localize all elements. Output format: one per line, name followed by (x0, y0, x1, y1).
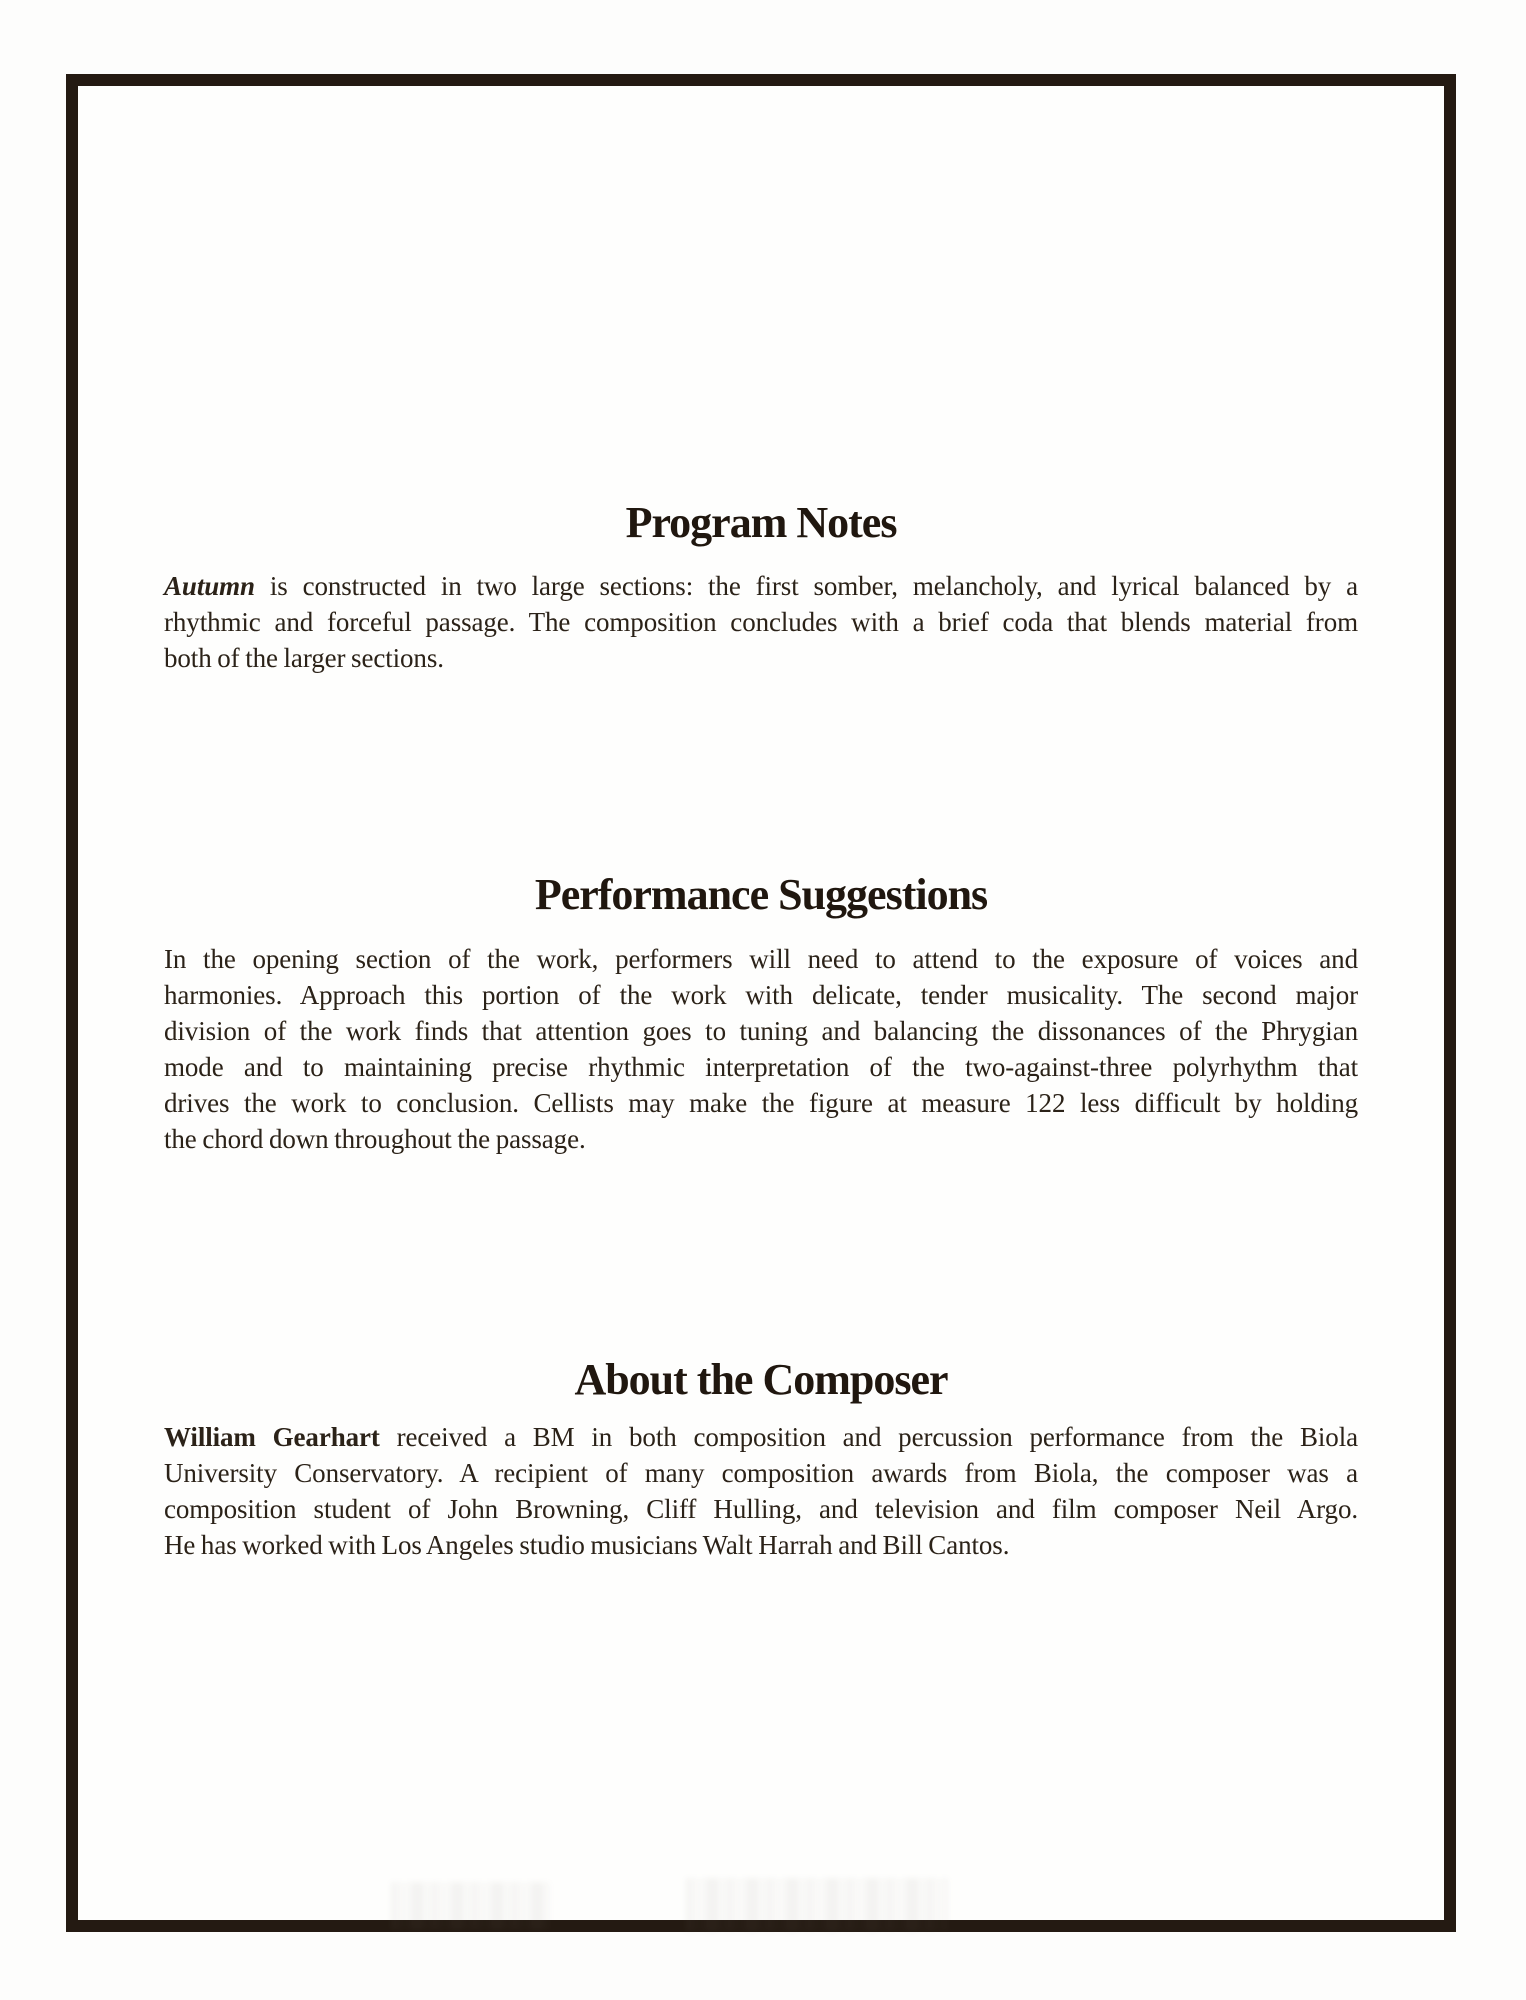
text-line: He has worked with Los Angeles studio musicians Walt Harrah and Bill Cantos. (164, 1530, 1010, 1560)
work-title-autumn: Autumn (164, 571, 255, 601)
text-line: division of the work finds that attention goes to tuning and balancing the dissonances of the Phrygian (164, 1016, 1358, 1046)
text-line: rhythmic and forceful passage. The composition concludes with a brief coda that blends material from (164, 607, 1358, 637)
text-line: both of the larger sections. (164, 643, 444, 673)
text-line: In the opening section of the work, performers will need to attend to the exposure of voices and (164, 944, 1358, 974)
text-line-rest: is constructed in two large sections: the first somber, melancholy, and lyrical balanced by a (254, 571, 1358, 601)
performance-suggestions-paragraph (164, 941, 1358, 1157)
text-line: drives the work to conclusion. Cellists may make the figure at measure 122 less difficult by holding (164, 1088, 1358, 1118)
scan-ghost-artifact (391, 1882, 551, 1930)
heading-program-notes: Program Notes (625, 498, 897, 547)
page-border-frame (66, 74, 1456, 1932)
program-notes-paragraph (164, 568, 1358, 676)
text-line: University Conservatory. A recipient of many composition awards from Biola, the composer was a (164, 1458, 1358, 1488)
text-line: the chord down throughout the passage. (164, 1124, 586, 1154)
composer-name: William Gearhart (164, 1422, 380, 1452)
text-line-rest: received a BM in both composition and percussion performance from the Biola (379, 1422, 1358, 1452)
text-line (164, 568, 1358, 604)
text-line: composition student of John Browning, Cliff Hulling, and television and film composer Neil Argo. (164, 1494, 1358, 1524)
heading-about-the-composer: About the Composer (574, 1355, 948, 1404)
text-line (164, 1419, 1358, 1455)
scan-ghost-artifact (686, 1878, 948, 1932)
page-content (164, 498, 1358, 1563)
text-line: mode and to maintaining precise rhythmic interpretation of the two-against-three polyrhythm that (164, 1052, 1358, 1082)
text-line: harmonies. Approach this portion of the work with delicate, tender musicality. The second major (164, 980, 1358, 1010)
about-composer-paragraph (164, 1419, 1358, 1563)
heading-performance-suggestions: Performance Suggestions (534, 870, 988, 919)
